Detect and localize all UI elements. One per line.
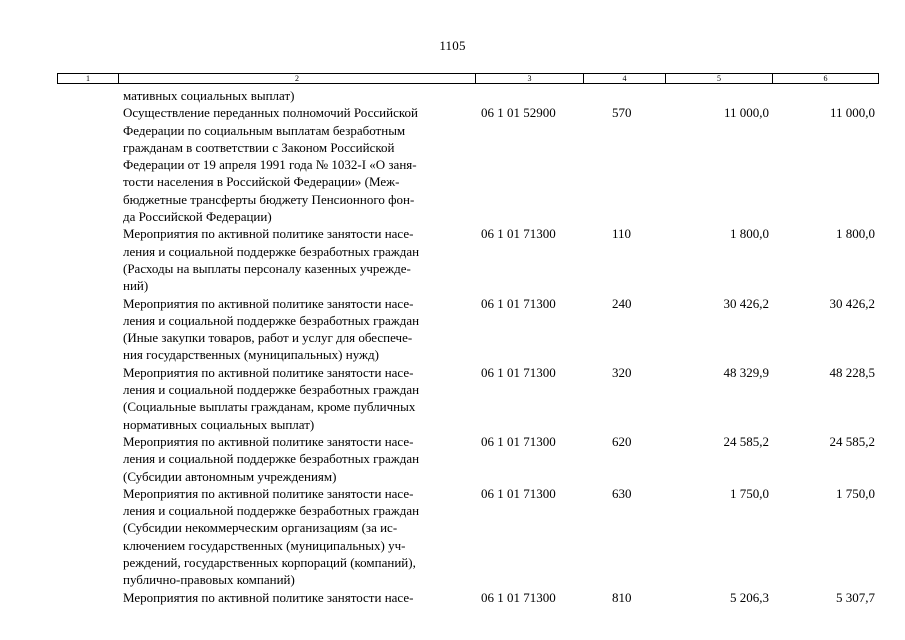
description-line: мативных социальных выплат) — [123, 88, 295, 103]
description-line: Мероприятия по активной политике занятости насе- — [123, 589, 414, 605]
expense-type-code: 320 — [612, 364, 632, 380]
row-description — [123, 104, 473, 225]
description-line: Федерации по социальным выплатам безработным — [123, 122, 406, 138]
description-line: (Расходы на выплаты персоналу казенных учрежде- — [123, 260, 411, 276]
table-row — [0, 485, 905, 589]
description-line: ления и социальной поддержке безработных граждан — [123, 382, 420, 398]
expense-type-code: 620 — [612, 433, 632, 449]
description-line: Мероприятия по активной политике занятости насе- — [123, 295, 414, 311]
table-row — [0, 225, 905, 294]
description-line: (Субсидии некоммерческим организациям (за ис- — [123, 520, 398, 536]
table-row — [0, 87, 905, 104]
description-line: Осуществление переданных полномочий Российской — [123, 105, 418, 121]
amount-col6: 24 585,2 — [829, 433, 875, 449]
description-line: гражданам в соответствии с Законом Российской — [123, 139, 395, 155]
expense-type-code: 810 — [612, 589, 632, 605]
column-number-header — [57, 73, 879, 84]
amount-col6: 1 800,0 — [836, 226, 875, 242]
target-article-code: 06 1 01 71300 — [481, 364, 556, 380]
description-line: Мероприятия по активной политике занятости насе- — [123, 485, 414, 501]
expense-type-code: 630 — [612, 485, 632, 501]
target-article-code: 06 1 01 71300 — [481, 589, 556, 605]
budget-table-body — [0, 87, 905, 606]
amount-col5: 11 000,0 — [723, 105, 769, 121]
amount-col5: 48 329,9 — [723, 364, 769, 380]
row-description — [123, 364, 473, 433]
description-line: ления и социальной поддержке безработных граждан — [123, 243, 420, 259]
table-row — [0, 104, 905, 225]
table-row — [0, 433, 905, 485]
column-header-1: 1 — [58, 74, 119, 83]
description-line: (Субсидии автономным учреждениям) — [123, 468, 337, 484]
amount-col6: 1 750,0 — [836, 485, 875, 501]
description-line: бюджетные трансферты бюджету Пенсионного фон- — [123, 191, 415, 207]
description-line: ления и социальной поддержке безработных граждан — [123, 312, 420, 328]
description-line: (Социальные выплаты гражданам, кроме публичных — [123, 399, 416, 415]
amount-col6: 30 426,2 — [829, 295, 875, 311]
amount-col6: 48 228,5 — [829, 364, 875, 380]
amount-col5: 5 206,3 — [730, 589, 769, 605]
amount-col5: 1 800,0 — [730, 226, 769, 242]
description-line: ления и социальной поддержке безработных граждан — [123, 503, 420, 519]
page-number: 1105 — [439, 38, 466, 53]
description-line: ключением государственных (муниципальных) уч- — [123, 537, 406, 553]
column-header-5: 5 — [666, 74, 773, 83]
description-line: реждений, государственных корпораций (компаний), — [123, 555, 416, 571]
row-description — [123, 225, 473, 294]
target-article-code: 06 1 01 71300 — [481, 226, 556, 242]
description-line: Мероприятия по активной политике занятости насе- — [123, 226, 414, 242]
description-line: Мероприятия по активной политике занятости насе- — [123, 364, 414, 380]
expense-type-code: 240 — [612, 295, 632, 311]
column-header-6: 6 — [823, 74, 828, 83]
description-line: Федерации от 19 апреля 1991 года № 1032-I «О заня- — [123, 157, 417, 173]
row-description — [123, 295, 473, 364]
row-description — [123, 433, 473, 485]
row-description — [123, 485, 473, 589]
amount-col6: 11 000,0 — [829, 105, 875, 121]
description-line: (Иные закупки товаров, работ и услуг для обеспече- — [123, 330, 413, 346]
amount-col6: 5 307,7 — [836, 589, 875, 605]
description-line: ления и социальной поддержке безработных граждан — [123, 451, 420, 467]
expense-type-code: 110 — [612, 226, 632, 242]
description-line: ний) — [123, 278, 149, 294]
target-article-code: 06 1 01 71300 — [481, 433, 556, 449]
column-header-3: 3 — [476, 74, 584, 83]
table-row — [0, 364, 905, 433]
target-article-code: 06 1 01 71300 — [481, 485, 556, 501]
amount-col5: 24 585,2 — [723, 433, 769, 449]
description-line: Мероприятия по активной политике занятости насе- — [123, 433, 414, 449]
amount-col5: 30 426,2 — [723, 295, 769, 311]
row-description — [123, 87, 473, 104]
target-article-code: 06 1 01 52900 — [481, 105, 556, 121]
amount-col5: 1 750,0 — [730, 485, 769, 501]
table-row — [0, 295, 905, 364]
description-line: ния государственных (муниципальных) нужд) — [123, 347, 379, 363]
expense-type-code: 570 — [612, 105, 632, 121]
description-line: да Российской Федерации) — [123, 209, 272, 225]
target-article-code: 06 1 01 71300 — [481, 295, 556, 311]
row-description — [123, 589, 473, 606]
column-header-2: 2 — [119, 74, 476, 83]
table-row — [0, 589, 905, 606]
column-header-4: 4 — [584, 74, 666, 83]
description-line: нормативных социальных выплат) — [123, 416, 315, 432]
description-line: публично-правовых компаний) — [123, 572, 295, 588]
description-line: тости населения в Российской Федерации» (Меж- — [123, 174, 400, 190]
